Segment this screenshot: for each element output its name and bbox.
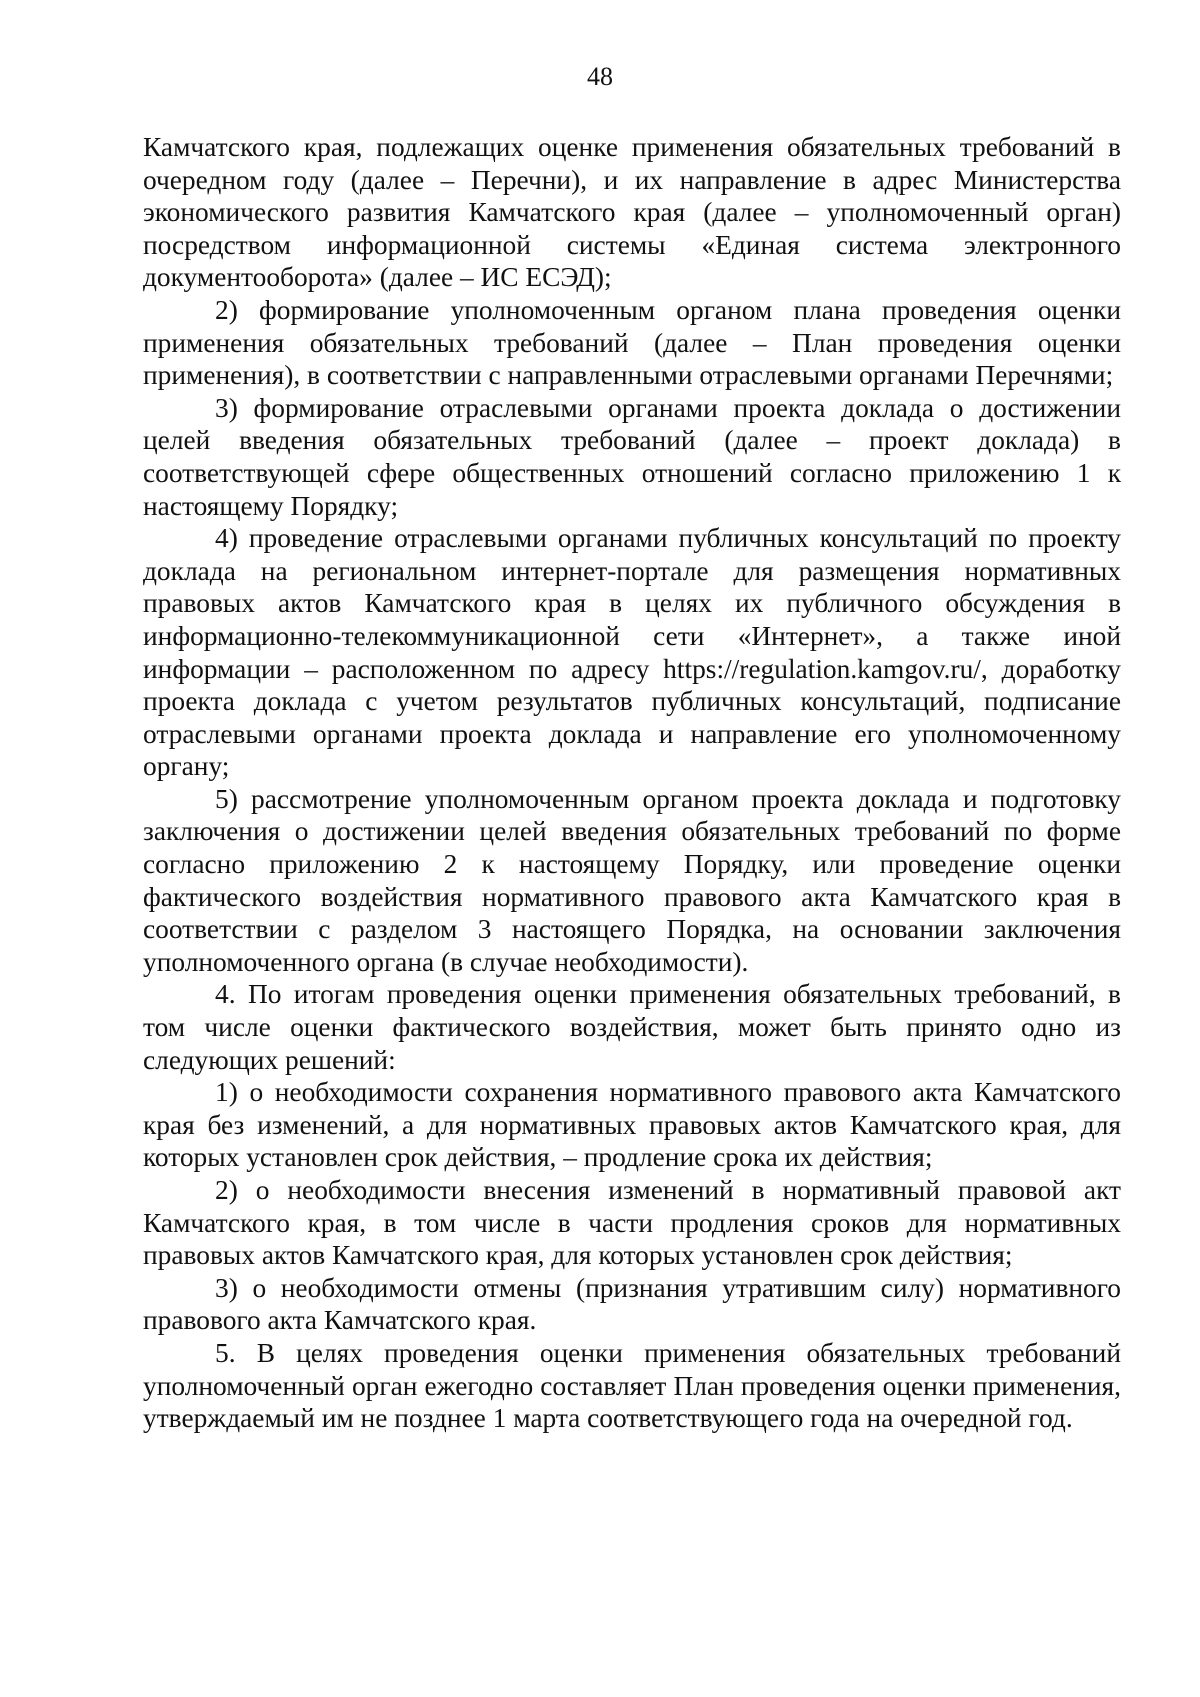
page-number: 48 <box>587 62 613 91</box>
paragraph-item-4: 4) проведение отраслевыми органами публичных консультаций по проекту доклада на региональном интернет-портале для размещения нормативных правовых актов Камчатского края в целях их публичного обсуждения в информационно-телекоммуникационной сети «Интернет», а также иной информации – расположенном по адресу https://regulation.kamgov.ru/, доработку проекта доклада с учетом результатов публичных консультаций, подписание отраслевыми органами проекта доклада и направление его уполномоченному органу; <box>143 523 1121 782</box>
paragraph-continuation: Камчатского края, подлежащих оценке применения обязательных требований в очередном году (далее – Перечни), и их направление в адрес Министерства экономического развития Камчатского края (далее – уполномоченный орган) посредством информационной системы «Единая система электронного документооборота» (далее – ИС ЕСЭД); <box>143 132 1121 293</box>
paragraph-item-2: 2) формирование уполномоченным органом плана проведения оценки применения обязательных требований (далее – План проведения оценки применения), в соответствии с направленными отраслевыми органами Перечнями; <box>143 294 1121 391</box>
paragraph-item-3: 3) формирование отраслевыми органами проекта доклада о достижении целей введения обязательных требований (далее – проект доклада) в соответствующей сфере общественных отношений согласно приложению 1 к настоящему Порядку; <box>143 392 1121 521</box>
paragraph-section-5: 5. В целях проведения оценки применения обязательных требований уполномоченный орган ежегодно составляет План проведения оценки применения, утверждаемый им не позднее 1 марта соответствующего года на очередной год. <box>143 1337 1121 1434</box>
document-body <box>143 131 1121 1435</box>
paragraph-section-4: 4. По итогам проведения оценки применения обязательных требований, в том числе оценки фактического воздействия, может быть принято одно из следующих решений: <box>143 979 1121 1075</box>
paragraph-decision-2: 2) о необходимости внесения изменений в нормативный правовой акт Камчатского края, в том числе в части продления сроков для нормативных правовых актов Камчатского края, для которых установлен срок действия; <box>143 1175 1121 1271</box>
paragraph-decision-1: 1) о необходимости сохранения нормативного правового акта Камчатского края без изменений, а для нормативных правовых актов Камчатского края, для которых установлен срок действия, – продление срока их действия; <box>143 1077 1121 1173</box>
paragraph-item-5: 5) рассмотрение уполномоченным органом проекта доклада и подготовку заключения о достижении целей введения обязательных требований по форме согласно приложению 2 к настоящему Порядку, или проведение оценки фактического воздействия нормативного правового акта Камчатского края в соответствии с разделом 3 настоящего Порядка, на основании заключения уполномоченного органа (в случае необходимости). <box>143 783 1121 977</box>
paragraph-decision-3: 3) о необходимости отмены (признания утратившим силу) нормативного правового акта Камчатского края. <box>143 1272 1121 1336</box>
